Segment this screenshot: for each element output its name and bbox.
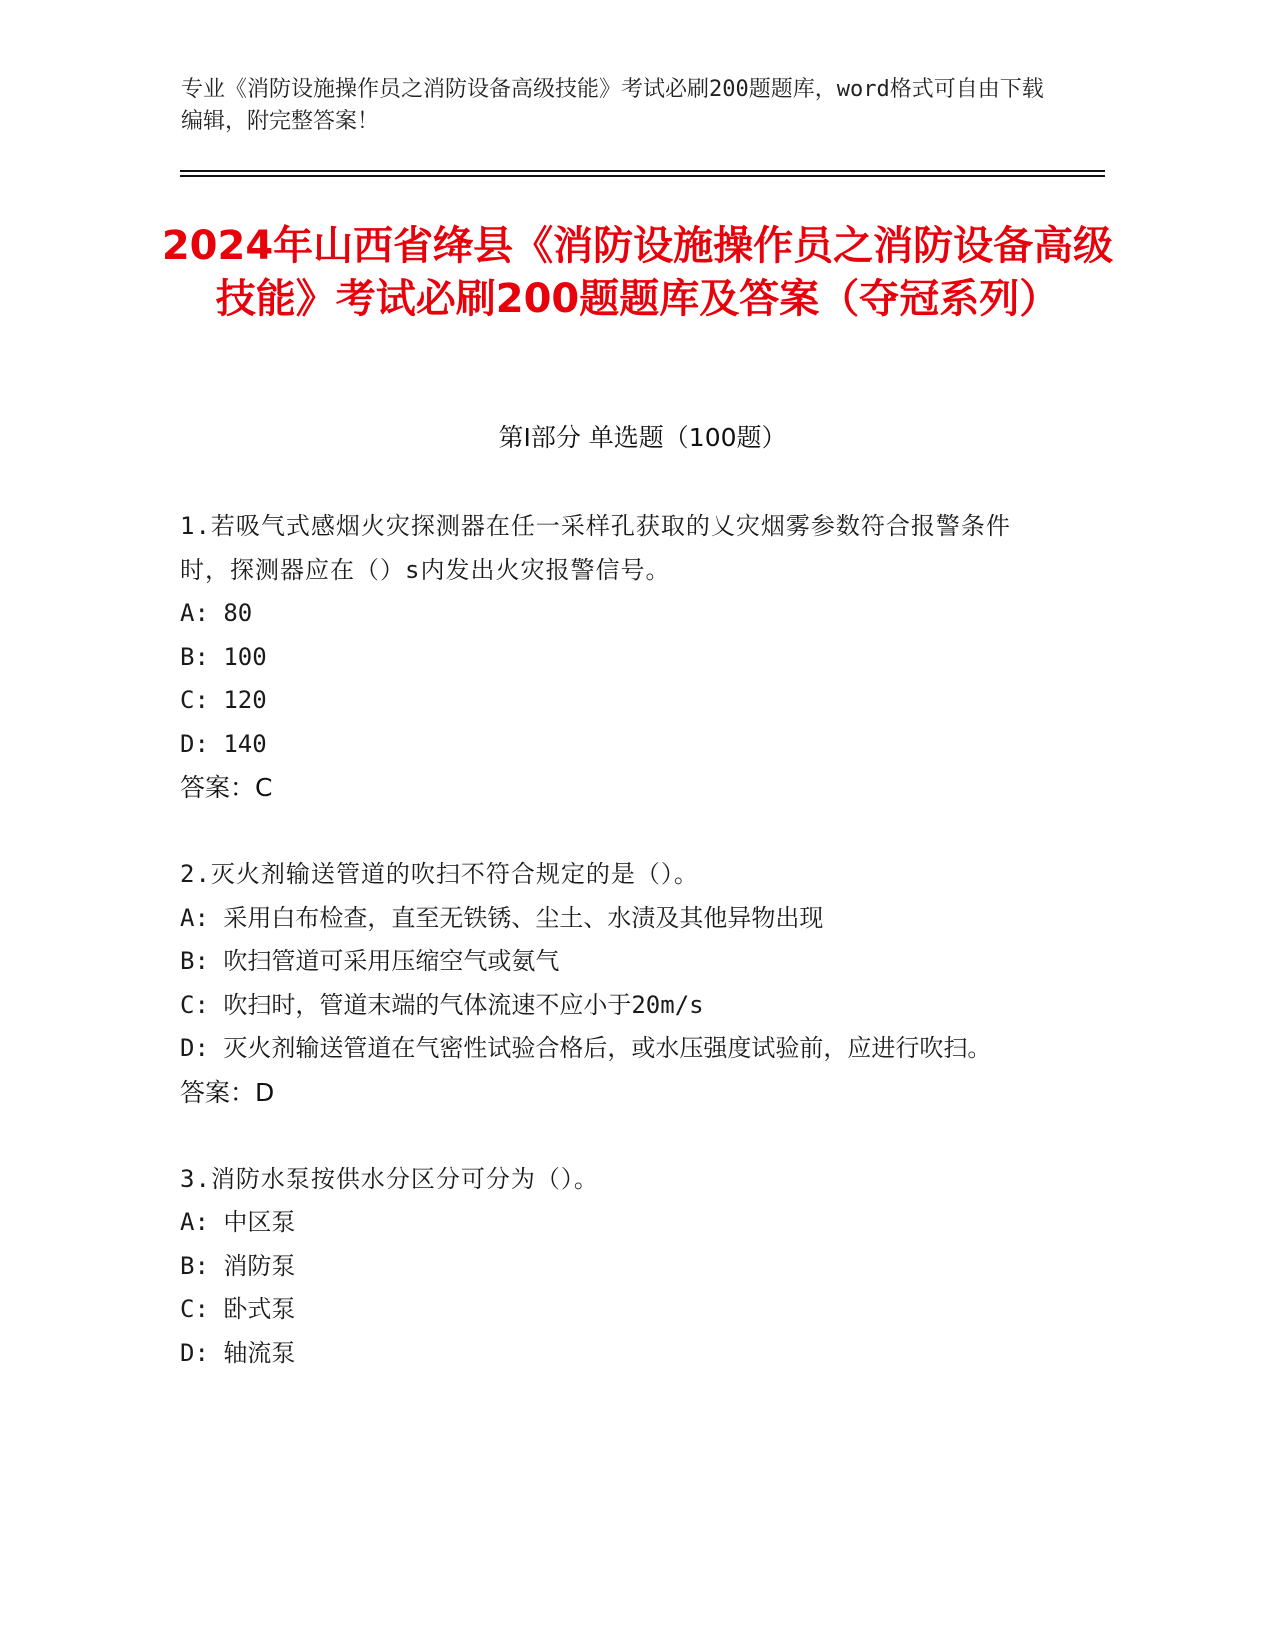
question-stem: 3.消防水泵按供水分区分可分为（）。	[180, 1164, 599, 1193]
option-d: D: 灭火剂输送管道在气密性试验合格后，或水压强度试验前，应进行吹扫。	[180, 1034, 992, 1062]
document-title: 2024年山西省绛县《消防设施操作员之消防设备高级技能》考试必刷200题题库及答案（夺冠系列）	[161, 223, 1114, 322]
question-2	[180, 853, 1040, 1114]
question-stem: 2.灭火剂输送管道的吹扫不符合规定的是（）。	[180, 860, 699, 888]
option-d: D: 轴流泵	[180, 1338, 296, 1367]
question-1	[180, 505, 1040, 810]
option-c: C: 吹扫时，管道末端的气体流速不应小于20m/s	[180, 990, 704, 1019]
question-stem: 1.若吸气式感烟火灾探测器在任一采样孔获取的乂灾烟雾参数符合报警条件时，探测器应在（）s内发出火灾报警信号。	[180, 512, 1011, 584]
option-a: A: 80	[180, 599, 253, 627]
option-b: B: 吹扫管道可采用压缩空气或氨气	[180, 947, 560, 975]
option-c: C: 卧式泵	[180, 1295, 296, 1323]
option-a: A: 采用白布检查，直至无铁锈、尘土、水渍及其他异物出现	[180, 903, 824, 932]
option-d: D: 140	[180, 729, 267, 758]
header-note: 专业《消防设施操作员之消防设备高级技能》考试必刷200题题库，word格式可自由下载编辑，附完整答案！	[181, 77, 1044, 134]
header-divider-bottom	[180, 175, 1105, 177]
answer-label: 答案：C	[180, 773, 273, 802]
section-heading: 第Ⅰ部分 单选题（100题）	[498, 423, 787, 452]
option-a: A: 中区泵	[180, 1208, 296, 1236]
option-b: B: 消防泵	[180, 1251, 296, 1280]
answer-label: 答案：D	[180, 1077, 275, 1107]
option-b: B: 100	[180, 642, 267, 671]
option-c: C: 120	[180, 686, 267, 714]
header-divider-top	[180, 170, 1105, 172]
question-list	[180, 505, 1040, 1419]
question-3	[180, 1158, 1040, 1376]
